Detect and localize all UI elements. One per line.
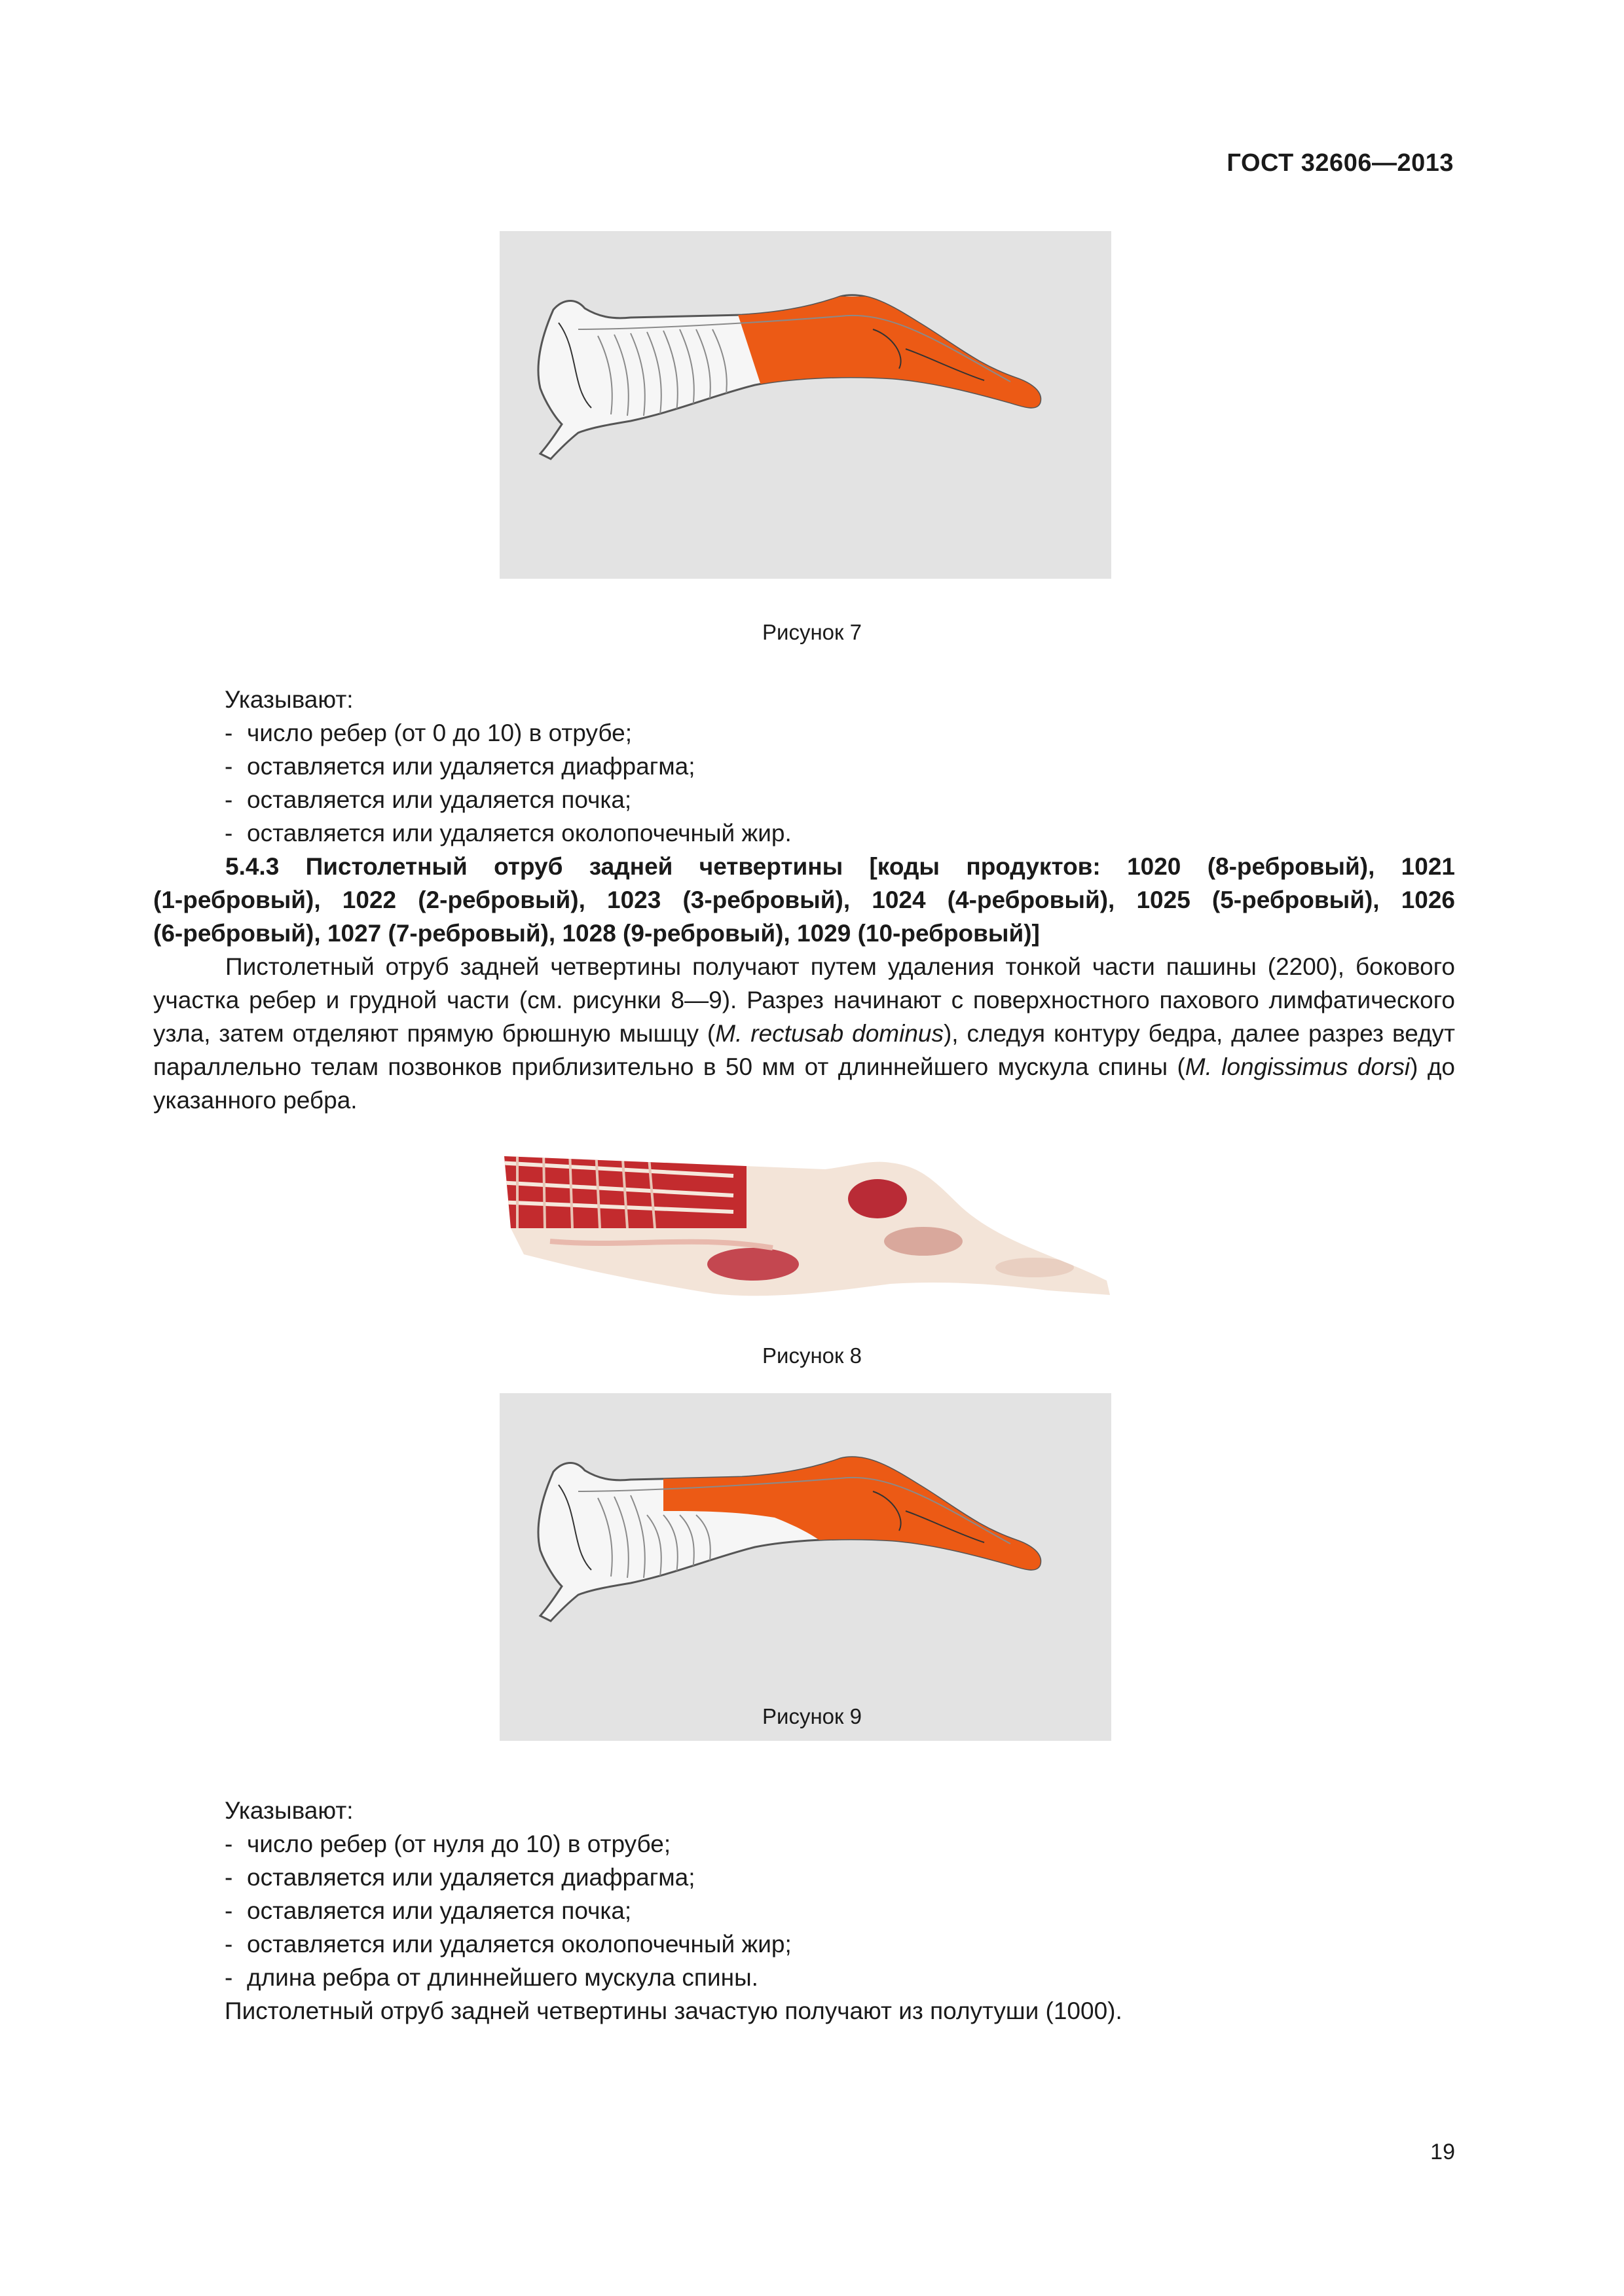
list-item: - число ребер (от нуля до 10) в отрубе; <box>225 1827 1456 1861</box>
section-heading-line-3: (6-ребровый), 1027 (7-ребровый), 1028 (9-ребровый), 1029 (10-ребровый)] <box>153 920 1040 947</box>
list-item: - оставляется или удаляется почка; <box>225 783 1456 816</box>
figure-8-image <box>498 1150 1116 1307</box>
section-5-4-3 <box>153 850 1455 1117</box>
figure-7-caption: Рисунок 7 <box>762 620 862 644</box>
paragraph-text-2: ), следуя контуру бедра, далее разрез ведут параллельно телам позвонков приблизительно в 50 мм от длиннейшего мускула спины ( <box>153 1020 1455 1080</box>
figure-9-caption: Рисунок 9 <box>762 1704 862 1728</box>
list-item: - оставляется или удаляется околопочечный жир; <box>225 1927 1456 1961</box>
list-item: - оставляется или удаляется околопочечный жир. <box>225 816 1456 850</box>
list-intro: Указывают: <box>225 1797 354 1824</box>
closing-sentence: Пистолетный отруб задней четвертины зачастую получают из полутуши (1000). <box>225 1997 1122 2024</box>
list-item: - оставляется или удаляется почка; <box>225 1894 1456 1927</box>
paragraph-text-1: Пистолетный отруб задней четвертины получают путем удаления тонкой части пашины (2200), бокового участка ребер и грудной части (см. рисунки 8—9). Разрез начинают с поверхностного пахового лимфатического узла, затем отделяют прямую брюшную мышцу ( <box>153 953 1455 1047</box>
list-item: - длина ребра от длиннейшего мускула спины. <box>225 1961 1456 1994</box>
paragraph-text-3: ) до указанного ребра. <box>153 1053 1455 1114</box>
list-block-2-items <box>225 1827 1456 1994</box>
section-heading-line-1: 5.4.3 Пистолетный отруб задней четвертины [коды продуктов: 1020 (8-ребровый), 1021 <box>225 853 1455 880</box>
list-item: - оставляется или удаляется диафрагма; <box>225 1861 1456 1894</box>
list-block-2 <box>225 1794 1456 2028</box>
figure-8-caption: Рисунок 8 <box>762 1343 862 1368</box>
figure-9-image <box>500 1393 1111 1741</box>
list-block-1 <box>225 683 1456 850</box>
list-item: - оставляется или удаляется диафрагма; <box>225 750 1456 783</box>
meat-cut-photo <box>498 1150 1116 1307</box>
list-intro: Указывают: <box>225 686 354 713</box>
list-block-1-items <box>225 716 1456 850</box>
section-heading-line-2: (1-ребровый), 1022 (2-ребровый), 1023 (3-ребровый), 1024 (4-ребровый), 1025 (5-ребровый), 1026 <box>153 886 1455 913</box>
carcass-diagram-fig9 <box>500 1393 1111 1741</box>
section-paragraph <box>153 950 1455 1117</box>
document-standard-number: ГОСТ 32606—2013 <box>1227 149 1454 177</box>
carcass-diagram-fig7 <box>500 231 1111 579</box>
list-item: - число ребер (от 0 до 10) в отрубе; <box>225 716 1456 750</box>
latin-term-longissimus: M. longissimus dorsi <box>1185 1053 1411 1080</box>
latin-term-rectus: M. rectusab dominus <box>715 1020 944 1047</box>
figure-7-image <box>500 231 1111 579</box>
page-number: 19 <box>1430 2140 1455 2164</box>
